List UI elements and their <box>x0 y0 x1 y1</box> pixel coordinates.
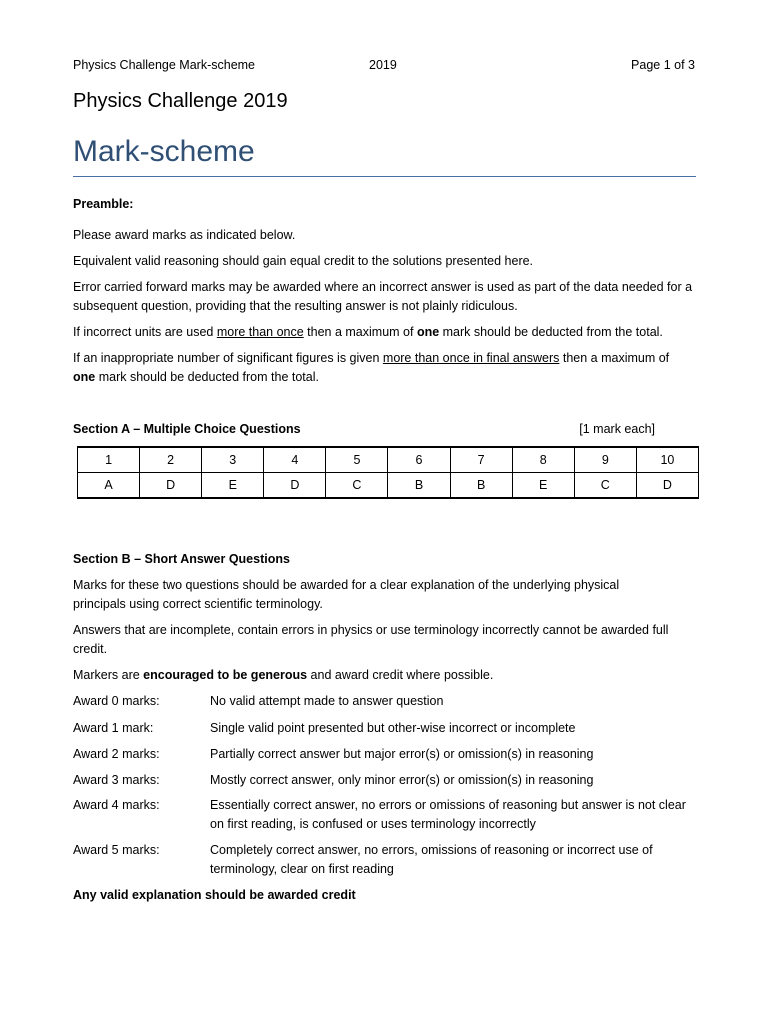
preamble-paragraph: Please award marks as indicated below. <box>73 228 296 242</box>
answer-cell: D <box>140 473 202 499</box>
question-number-cell: 7 <box>450 447 512 473</box>
section-a-header <box>73 420 655 438</box>
section-a-title: Section A – Multiple Choice Questions <box>73 422 301 436</box>
award-label: Award 5 marks: <box>73 843 160 857</box>
document-heading: Mark-scheme <box>73 133 696 177</box>
award-label: Award 2 marks: <box>73 747 160 761</box>
text-run: If incorrect units are used <box>73 325 217 339</box>
header-doc-name: Physics Challenge Mark-scheme <box>73 58 256 72</box>
bold-text: one <box>73 370 96 384</box>
award-description: Completely correct answer, no errors, omissions of reasoning or incorrect use of terminology, clear on first reading <box>210 843 653 876</box>
award-description: Partially correct answer but major error(s) or omission(s) in reasoning <box>210 747 594 761</box>
answer-row <box>78 473 699 499</box>
bold-text: encouraged to be generous <box>143 668 308 682</box>
answer-cell: D <box>264 473 326 499</box>
question-number-cell: 4 <box>264 447 326 473</box>
question-number-cell: 6 <box>388 447 450 473</box>
section-b-footer-note: Any valid explanation should be awarded credit <box>73 888 356 902</box>
bold-text: one <box>416 325 440 339</box>
answer-cell: A <box>78 473 140 499</box>
section-a-marks: [1 mark each] <box>579 422 655 436</box>
text-run: and award credit where possible. <box>307 668 494 682</box>
underlined-text: more than once <box>216 325 304 339</box>
text-run: mark should be deducted from the total. <box>439 325 663 339</box>
text-run: then a maximum of <box>559 351 670 365</box>
question-number-cell: 8 <box>512 447 574 473</box>
award-description: Mostly correct answer, only minor error(s) or omission(s) in reasoning <box>210 773 594 787</box>
text-run: If an inappropriate number of significant figures is given <box>73 351 383 365</box>
award-label: Award 3 marks: <box>73 773 160 787</box>
answer-cell: D <box>636 473 698 499</box>
text-run: Markers are <box>73 668 144 682</box>
answer-cell: B <box>388 473 450 499</box>
question-number-row <box>78 447 699 473</box>
text-run: then a maximum of <box>303 325 417 339</box>
page-header <box>73 58 695 76</box>
answer-cell: E <box>202 473 264 499</box>
answer-cell: C <box>326 473 388 499</box>
award-label: Award 0 marks: <box>73 694 160 708</box>
header-year: 2019 <box>369 58 397 72</box>
answer-cell: B <box>450 473 512 499</box>
answer-cell: C <box>574 473 636 499</box>
preamble-label: Preamble: <box>73 197 134 211</box>
award-description: Single valid point presented but other-wise incorrect or incomplete <box>210 721 576 735</box>
section-b-generosity-note <box>73 666 703 685</box>
section-b-paragraph: Answers that are incomplete, contain errors in physics or use terminology incorrectly cannot be awarded full credit. <box>73 623 669 656</box>
header-page-number: Page 1 of 3 <box>631 58 695 72</box>
section-b-title: Section B – Short Answer Questions <box>73 552 290 566</box>
award-description: No valid attempt made to answer question <box>210 694 444 708</box>
document-title: Physics Challenge 2019 <box>73 90 288 112</box>
answer-cell: E <box>512 473 574 499</box>
question-number-cell: 9 <box>574 447 636 473</box>
award-label: Award 4 marks: <box>73 798 160 812</box>
preamble-paragraph: Error carried forward marks may be awarded where an incorrect answer is used as part of the data needed for a subsequent question, providing that the resulting answer is not plainly ridiculous. <box>73 280 693 313</box>
preamble-paragraph: Equivalent valid reasoning should gain equal credit to the solutions presented here. <box>73 254 534 268</box>
preamble-units-rule <box>73 323 703 342</box>
preamble-sigfig-rule <box>73 349 693 387</box>
text-run: mark should be deducted from the total. <box>95 370 319 384</box>
question-number-cell: 2 <box>140 447 202 473</box>
award-label: Award 1 mark: <box>73 721 154 735</box>
award-description: Essentially correct answer, no errors or omissions of reasoning but answer is not clear on first reading, is confused or uses terminology incorrectly <box>210 798 686 831</box>
underlined-text: more than once in final answers <box>382 351 560 365</box>
question-number-cell: 5 <box>326 447 388 473</box>
answer-table <box>77 446 699 499</box>
question-number-cell: 10 <box>636 447 698 473</box>
question-number-cell: 3 <box>202 447 264 473</box>
section-b-paragraph: Marks for these two questions should be awarded for a clear explanation of the underlying physical principals using correct scientific terminology. <box>73 578 620 611</box>
question-number-cell: 1 <box>78 447 140 473</box>
